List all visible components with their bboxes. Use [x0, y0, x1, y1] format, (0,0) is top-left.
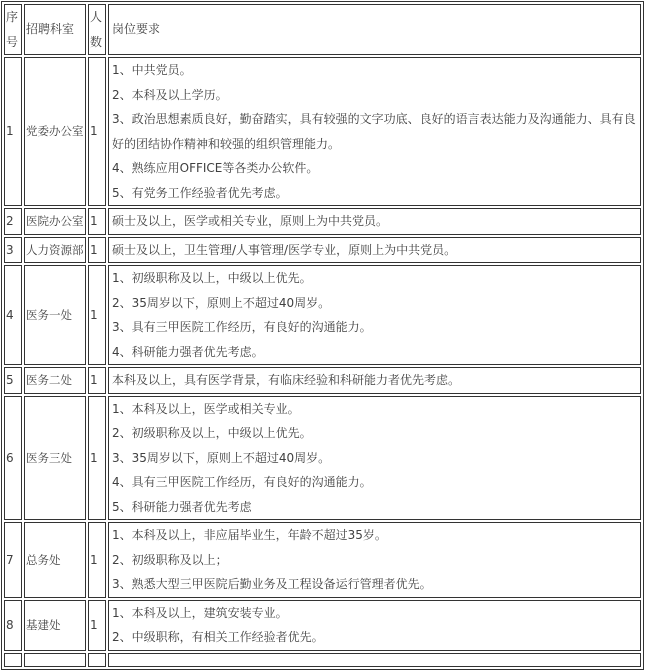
- serial-number-cell: 7: [4, 522, 22, 598]
- department-cell: 医务二处: [24, 367, 86, 394]
- department-cell: 医院办公室: [24, 208, 86, 235]
- headcount-cell: 1: [88, 208, 106, 235]
- requirement-line: 3、具有三甲医院工作经历，有良好的沟通能力。: [112, 320, 372, 334]
- headcount-cell: 1: [88, 396, 106, 521]
- table-row: [4, 396, 641, 521]
- requirement-line: 5、有党务工作经验者优先考虑。: [112, 185, 288, 200]
- table-row: [4, 57, 641, 206]
- requirement-line: 1、本科及以上，非应届毕业生，年龄不超过35岁。: [112, 528, 387, 542]
- header-row: [4, 4, 641, 55]
- department-cell: 基建处: [24, 600, 86, 651]
- requirements-cell: [108, 367, 641, 394]
- requirement-line: 1、本科及以上，建筑安装专业。: [112, 605, 288, 620]
- header-recruiting-department: 招聘科室: [24, 4, 86, 55]
- recruitment-table: [1, 1, 644, 670]
- requirements-cell: [108, 237, 641, 264]
- requirement-line: 4、科研能力强者优先考虑。: [112, 344, 264, 359]
- serial-number-cell: 2: [4, 208, 22, 235]
- requirement-line: 2、本科及以上学历。: [112, 87, 228, 102]
- table-row: [4, 522, 641, 598]
- requirement-line: 1、中共党员。: [112, 63, 192, 77]
- requirement-line: 本科及以上，具有医学背景，有临床经验和科研能力者优先考虑。: [112, 373, 461, 387]
- table-row: [4, 265, 641, 365]
- requirement-line: 1、本科及以上，医学或相关专业。: [112, 401, 300, 416]
- requirements-cell: [108, 522, 641, 598]
- requirements-cell: [108, 57, 641, 206]
- empty-cell: [24, 653, 86, 667]
- requirement-line: 2、中级职称，有相关工作经验者优先。: [112, 630, 324, 644]
- header-headcount: 人数: [88, 4, 106, 55]
- requirement-line: 5、科研能力强者优先考虑: [112, 499, 252, 514]
- table-row-partial: [4, 653, 641, 667]
- empty-cell: [88, 653, 106, 667]
- requirements-cell: [108, 600, 641, 651]
- header-serial-number: 序号: [4, 4, 22, 55]
- requirement-line: 4、具有三甲医院工作经历，有良好的沟通能力。: [112, 475, 372, 489]
- requirement-line: 3、35周岁以下，原则上不超过40周岁。: [112, 450, 331, 465]
- table-row: [4, 367, 641, 394]
- serial-number-cell: 6: [4, 396, 22, 521]
- serial-number-cell: 1: [4, 57, 22, 206]
- serial-number-cell: 8: [4, 600, 22, 651]
- requirement-line: 2、初级职称及以上；: [112, 552, 228, 567]
- requirement-line: 硕士及以上，卫生管理/人事管理/医学专业，原则上为中共党员。: [112, 242, 457, 257]
- requirement-line: 3、政治思想素质良好，勤奋踏实，具有较强的文字功底、良好的语言表达能力及沟通能力、具有良好的团结协作精神和较强的组织管理能力。: [112, 112, 636, 151]
- department-cell: 医务三处: [24, 396, 86, 521]
- headcount-cell: 1: [88, 600, 106, 651]
- requirements-cell: [108, 265, 641, 365]
- department-cell: 党委办公室: [24, 57, 86, 206]
- department-cell: 医务一处: [24, 265, 86, 365]
- headcount-cell: 1: [88, 57, 106, 206]
- department-cell: 人力资源部: [24, 237, 86, 264]
- requirements-cell: [108, 396, 641, 521]
- serial-number-cell: 3: [4, 237, 22, 264]
- headcount-cell: 1: [88, 522, 106, 598]
- empty-cell: [108, 653, 641, 667]
- requirement-line: 2、35周岁以下，原则上不超过40周岁。: [112, 295, 331, 310]
- requirement-line: 3、熟悉大型三甲医院后勤业务及工程设备运行管理者优先。: [112, 577, 432, 591]
- headcount-cell: 1: [88, 265, 106, 365]
- requirement-line: 2、初级职称及以上，中级以上优先。: [112, 426, 312, 440]
- requirements-cell: [108, 208, 641, 235]
- header-position-requirements: 岗位要求: [108, 4, 641, 55]
- requirement-line: 硕士及以上，医学或相关专业，原则上为中共党员。: [112, 214, 389, 228]
- headcount-cell: 1: [88, 367, 106, 394]
- table-row: [4, 208, 641, 235]
- requirement-line: 4、熟练应用OFFICE等各类办公软件。: [112, 161, 319, 175]
- requirement-line: 1、初级职称及以上，中级以上优先。: [112, 271, 312, 285]
- empty-cell: [4, 653, 22, 667]
- table-row: [4, 237, 641, 264]
- headcount-cell: 1: [88, 237, 106, 264]
- serial-number-cell: 5: [4, 367, 22, 394]
- department-cell: 总务处: [24, 522, 86, 598]
- table-row: [4, 600, 641, 651]
- serial-number-cell: 4: [4, 265, 22, 365]
